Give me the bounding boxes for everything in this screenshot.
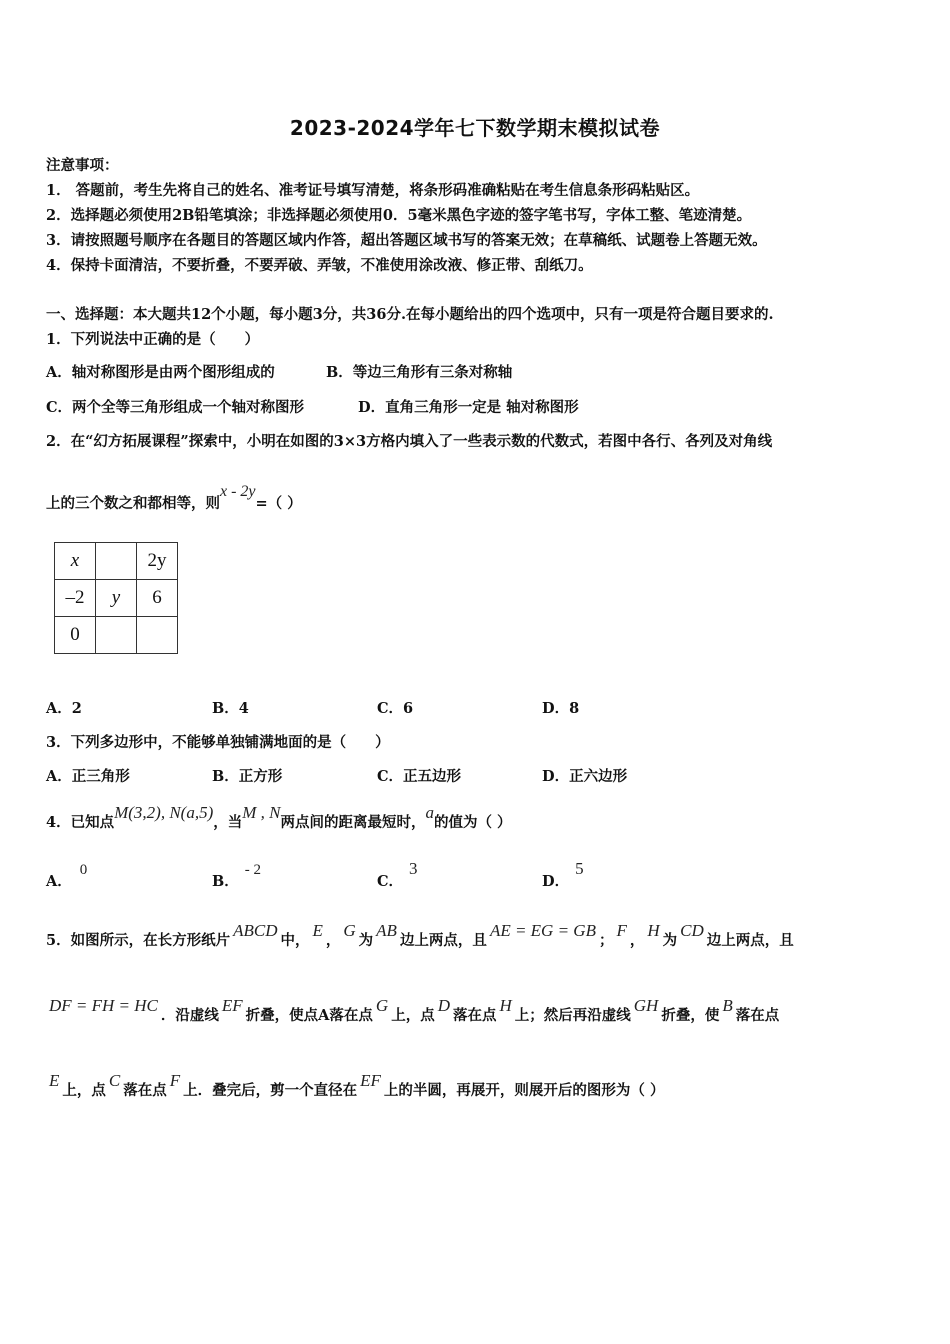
q1-option-a[interactable]: A．轴对称图形是由两个图形组成的 [46, 364, 275, 381]
grid-cell [96, 617, 137, 654]
text-segment: 为 [358, 932, 374, 949]
text-segment: 上．叠完后，剪一个直径在 [183, 1082, 358, 1099]
q4-points: M(3,2), N(a,5) [114, 803, 214, 822]
grid-cell: x [55, 543, 96, 580]
q4-option-a-label: A． [46, 873, 72, 890]
page-title: 2023-2024学年七下数学期末模拟试卷 [289, 116, 661, 140]
q1-option-b[interactable]: B．等边三角形有三条对称轴 [326, 364, 513, 381]
q5-line-1 [46, 921, 794, 950]
math-symbol: EF [360, 1071, 381, 1090]
q2-option-b[interactable]: B．4 [212, 700, 249, 717]
grid-cell: –2 [55, 580, 96, 617]
q1-stem: 1．下列说法中正确的是（ ） [46, 331, 260, 348]
text-segment: 为 [662, 932, 678, 949]
q3-option-b[interactable]: B．正方形 [212, 768, 283, 785]
math-symbol: GH [633, 996, 659, 1015]
grid-cell: y [96, 580, 137, 617]
math-symbol: F [169, 1071, 181, 1090]
math-symbol: G [375, 996, 389, 1015]
q1-option-c[interactable]: C．两个全等三角形组成一个轴对称图形 [46, 399, 305, 416]
notice-item-1: 1． 答题前，考生先将自己的姓名、准考证号填写清楚，将条形码准确粘贴在考生信息条形码粘贴区。 [46, 182, 700, 199]
text-segment: 上；然后再沿虚线 [514, 1007, 631, 1024]
q2-option-c[interactable]: C．6 [377, 700, 414, 717]
math-symbol: D [437, 996, 450, 1015]
q2-expression: x - 2y [220, 483, 256, 500]
math-symbol: H [499, 996, 512, 1015]
math-symbol: F [616, 921, 627, 940]
q4-option-c-value: 3 [409, 859, 418, 878]
text-segment: 落在点 [123, 1082, 167, 1099]
math-symbol: DF = FH = HC [49, 996, 158, 1015]
text-segment: 折叠，使点A落在点 [245, 1007, 373, 1024]
q4-option-a-value: 0 [79, 862, 88, 878]
q4-option-d-label: D． [542, 873, 570, 890]
text-segment: ； [598, 932, 614, 949]
grid-cell [137, 617, 178, 654]
q4-option-c-label: C． [377, 873, 404, 890]
q2-stem-text: 上的三个数之和都相等，则 [46, 495, 220, 512]
text-segment: ， [629, 932, 645, 949]
text-segment: 上的半圆，再展开，则展开后的图形为（ ） [383, 1082, 665, 1099]
notice-item-2: 2．选择题必须使用2B铅笔填涂；非选择题必须使用0．5毫米黑色字迹的签字笔书写，字体工整、笔迹清楚。 [46, 207, 752, 224]
q3-option-c[interactable]: C．正五边形 [377, 768, 462, 785]
text-segment: 落在点 [452, 1007, 497, 1024]
q4-option-a[interactable] [46, 862, 88, 891]
text-segment: 上，点 [62, 1082, 106, 1099]
notice-item-3: 3．请按照题号顺序在各题目的答题区域内作答，超出答题区域书写的答案无效；在草稿纸、试题卷上答题无效。 [46, 232, 767, 249]
magic-square-grid [54, 542, 178, 654]
math-symbol: H [647, 921, 660, 940]
math-symbol: B [722, 996, 733, 1015]
text-segment: 上，点 [391, 1007, 435, 1024]
q1-option-d[interactable]: D．直角三角形一定是 轴对称图形 [358, 399, 579, 416]
q2-stem-end: =（ ） [255, 495, 302, 512]
math-symbol: E [312, 921, 323, 940]
q4-option-b[interactable] [212, 862, 262, 891]
q4-text-2: ，当 [213, 814, 243, 831]
q3-option-d[interactable]: D．正六边形 [542, 768, 628, 785]
q4-option-d[interactable] [542, 859, 584, 891]
q2-option-d[interactable]: D．8 [542, 700, 580, 717]
q4-text-3: 两点间的距离最短时， [280, 814, 426, 831]
q4-option-b-value: - 2 [244, 862, 262, 878]
q5-line-2 [46, 996, 780, 1025]
q4-option-d-value: 5 [575, 859, 584, 878]
notice-item-4: 4．保持卡面清洁，不要折叠，不要弄破、弄皱，不准使用涂改液、修正带、刮纸刀。 [46, 257, 593, 274]
text-segment: 落在点 [735, 1007, 780, 1024]
text-segment: 中， [280, 932, 310, 949]
q4-option-c[interactable] [377, 859, 418, 891]
math-symbol: C [108, 1071, 121, 1090]
text-segment: 5．如图所示，在长方形纸片 [46, 932, 231, 949]
grid-cell: 0 [55, 617, 96, 654]
q5-line-3 [46, 1071, 665, 1100]
text-segment: ， [325, 932, 341, 949]
q4-text-4: 的值为（ ） [434, 814, 512, 831]
q4-option-b-label: B． [212, 873, 239, 890]
math-symbol: EF [221, 996, 243, 1015]
q4-a: a [425, 803, 434, 822]
section-heading: 一、选择题：本大题共12个小题，每小题3分，共36分.在每小题给出的四个选项中，只有一项是符合题目要求的. [46, 306, 774, 323]
q2-option-a[interactable]: A．2 [46, 700, 82, 717]
text-segment: 边上两点，且 [399, 932, 487, 949]
q3-stem: 3．下列多边形中，不能够单独铺满地面的是（ ） [46, 734, 390, 751]
notice-heading: 注意事项： [46, 157, 119, 174]
math-symbol: ABCD [233, 921, 278, 940]
q4-text-1: 4．已知点 [46, 814, 115, 831]
grid-cell: 6 [137, 580, 178, 617]
q4-stem [46, 803, 512, 832]
q2-stem-line1: 2．在“幻方拓展课程”探索中，小明在如图的3×3方格内填入了一些表示数的代数式，若图中各行、各列及对角线 [46, 433, 773, 450]
math-symbol: AE = EG = GB [489, 921, 596, 940]
q2-stem-line2 [46, 483, 302, 513]
grid-cell [96, 543, 137, 580]
q4-mn: M , N [242, 803, 281, 822]
text-segment: ．沿虚线 [160, 1007, 219, 1024]
text-segment: 折叠，使 [661, 1007, 720, 1024]
math-symbol: G [343, 921, 356, 940]
math-symbol: AB [376, 921, 397, 940]
grid-cell: 2y [137, 543, 178, 580]
q3-option-a[interactable]: A．正三角形 [46, 768, 130, 785]
text-segment: 边上两点，且 [706, 932, 794, 949]
math-symbol: E [49, 1071, 60, 1090]
math-symbol: CD [680, 921, 704, 940]
